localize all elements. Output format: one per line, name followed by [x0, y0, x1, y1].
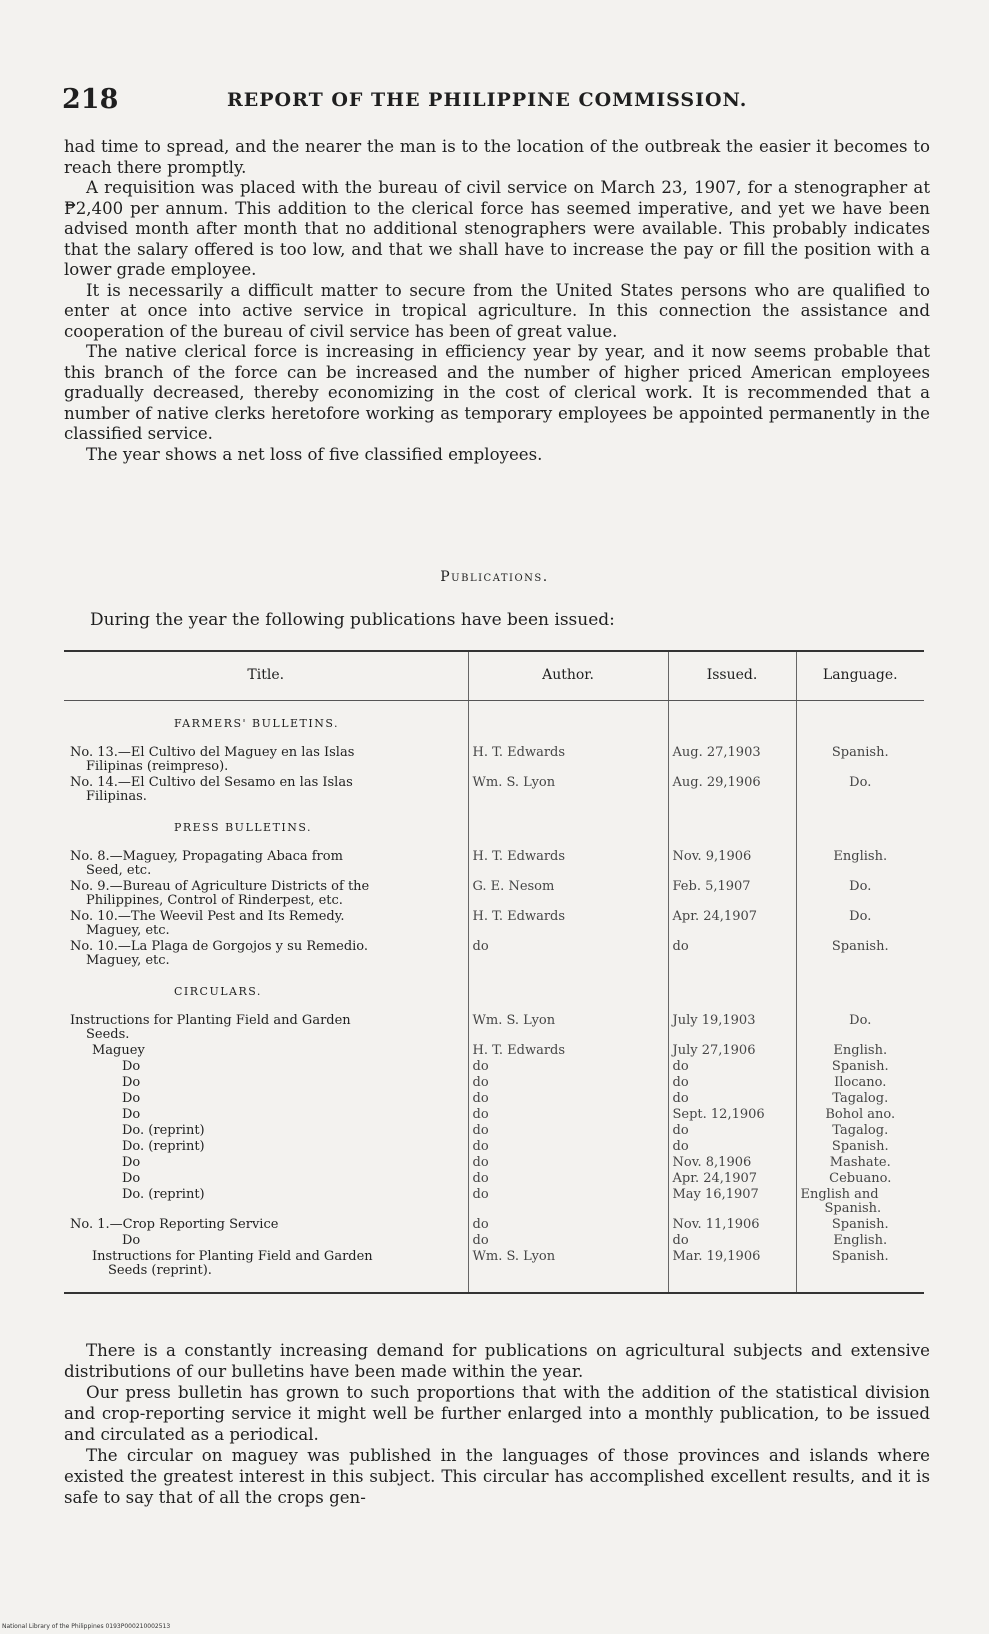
publication-language: Mashate. [829, 1155, 891, 1170]
publication-issued: May 16,1907 [668, 1187, 796, 1217]
group-heading-row [64, 805, 924, 849]
publications-table [64, 650, 924, 1294]
publication-language: Spanish. [831, 1139, 889, 1154]
publication-title-continued: Maguey, etc. [86, 953, 170, 968]
publication-language-cell [796, 1171, 924, 1187]
empty-cell [668, 805, 796, 849]
publication-title-cell [64, 745, 468, 775]
publication-author: do [468, 1187, 668, 1217]
publication-title-cell [64, 1123, 468, 1139]
publication-language: Tagalog. [832, 1123, 889, 1138]
group-heading: PRESS BULLETINS. [174, 821, 313, 834]
publication-title-cell [64, 1139, 468, 1155]
publication-title-continued: Filipinas (reimpreso). [86, 759, 229, 774]
publication-language: Ilocano. [834, 1075, 887, 1090]
publication-language-cell [796, 1123, 924, 1139]
publication-language: Spanish. [831, 745, 889, 760]
publication-language-cell [796, 1217, 924, 1233]
publication-title-cell [64, 1107, 468, 1123]
publication-author: G. E. Nesom [468, 879, 668, 909]
publication-title: Do. (reprint) [122, 1139, 205, 1154]
publication-author: Wm. S. Lyon [468, 775, 668, 805]
publication-title-cell [64, 1059, 468, 1075]
empty-cell [796, 701, 924, 746]
body-paragraphs [64, 137, 930, 465]
publication-language: Spanish. [831, 1249, 889, 1264]
publication-issued: Apr. 24,1907 [668, 1171, 796, 1187]
publication-language: Tagalog. [832, 1091, 889, 1106]
table-row [64, 1123, 924, 1139]
table-row [64, 1155, 924, 1171]
publication-title-continued: Seed, etc. [86, 863, 152, 878]
column-header-author: Author. [468, 651, 668, 701]
publication-title: Do [122, 1059, 141, 1074]
table-row [64, 775, 924, 805]
table-row [64, 1075, 924, 1091]
publication-author: do [468, 1123, 668, 1139]
publication-language: English and [800, 1187, 879, 1202]
publication-issued: Nov. 11,1906 [668, 1217, 796, 1233]
publication-title: No. 10.—La Plaga de Gorgojos y su Remedio. [70, 939, 369, 954]
publication-title-cell [64, 1171, 468, 1187]
running-head: REPORT OF THE PHILIPPINE COMMISSION. [227, 89, 748, 111]
publication-language-cell [796, 1107, 924, 1123]
publication-author: do [468, 1091, 668, 1107]
table-row [64, 1107, 924, 1123]
publication-author: do [468, 1155, 668, 1171]
publication-title-continued: Maguey, etc. [86, 923, 170, 938]
publication-issued: Aug. 27,1903 [668, 745, 796, 775]
table-row [64, 1249, 924, 1293]
table-row [64, 1217, 924, 1233]
paragraph: There is a constantly increasing demand for publications on agricultural subjects and extensive distributions of our bulletins have been made within the year. [64, 1341, 930, 1381]
publication-title-continued: Seeds. [86, 1027, 130, 1042]
publication-language: English. [833, 849, 888, 864]
publication-language: Spanish. [831, 939, 889, 954]
publication-issued: do [668, 1139, 796, 1155]
table-row [64, 1139, 924, 1155]
publication-issued: Sept. 12,1906 [668, 1107, 796, 1123]
publication-language: Spanish. [831, 1217, 889, 1232]
page-number: 218 [62, 84, 119, 115]
group-heading-row [64, 701, 924, 746]
publication-title-cell [64, 879, 468, 909]
group-heading: FARMERS' BULLETINS. [174, 717, 339, 730]
table-row [64, 1233, 924, 1249]
table-row [64, 745, 924, 775]
publication-language-cell [796, 1091, 924, 1107]
paragraph: The native clerical force is increasing in efficiency year by year, and it now seems probable that this branch of the force can be increased and the number of higher priced American employees gradually decreased, thereby economizing in the cost of clerical work. It is recommended that a number of native clerks heretofore working as temporary employees be appointed permanently in the classified service. [64, 342, 930, 443]
table-header-row [64, 651, 924, 701]
publication-issued: Nov. 9,1906 [668, 849, 796, 879]
table-row [64, 1043, 924, 1059]
publication-language: Do. [849, 1013, 872, 1028]
publication-issued: July 27,1906 [668, 1043, 796, 1059]
publication-language-cell [796, 775, 924, 805]
publication-title: No. 10.—The Weevil Pest and Its Remedy. [70, 909, 345, 924]
publication-language-cell [796, 1187, 924, 1217]
publication-title: Do. (reprint) [122, 1123, 205, 1138]
publication-author: do [468, 1171, 668, 1187]
publication-language: Do. [849, 879, 872, 894]
publication-language-cell [796, 1075, 924, 1091]
publication-title-continued: Seeds (reprint). [108, 1263, 212, 1278]
empty-cell [468, 805, 668, 849]
publication-issued: do [668, 939, 796, 969]
table-row [64, 879, 924, 909]
publication-title: Do. (reprint) [122, 1187, 205, 1202]
section-title: Publications. [440, 569, 549, 585]
publication-title: Do [122, 1171, 141, 1186]
publication-language-cell [796, 1155, 924, 1171]
publication-title-cell [64, 1217, 468, 1233]
publication-language-cell [796, 745, 924, 775]
paragraph: A requisition was placed with the bureau of civil service on March 23, 1907, for a stenographer at ₱2,400 per annum. This addition to the clerical force has seemed imperative, and yet we have been advised month after month that no additional stenographers were available. This probably indicates that the salary offered is too low, and that we shall have to increase the pay or fill the position with a lower grade employee. [64, 178, 930, 279]
table-row [64, 939, 924, 969]
empty-cell [468, 701, 668, 746]
publication-author: do [468, 1059, 668, 1075]
publication-title-cell [64, 849, 468, 879]
publication-issued: do [668, 1075, 796, 1091]
scan-credit: National Library of the Philippines 0193P000210002513 [2, 1623, 171, 1630]
publication-language-cell [796, 1043, 924, 1059]
publication-language-continued: Spanish. [824, 1201, 882, 1216]
column-header-issued: Issued. [668, 651, 796, 701]
publication-language: Cebuano. [829, 1171, 892, 1186]
publication-issued: do [668, 1059, 796, 1075]
publication-issued: Apr. 24,1907 [668, 909, 796, 939]
publication-title-cell [64, 1233, 468, 1249]
publication-author: H. T. Edwards [468, 745, 668, 775]
publication-language-cell [796, 1139, 924, 1155]
publication-title: Do [122, 1107, 141, 1122]
table-row [64, 1171, 924, 1187]
publication-title: Do [122, 1155, 141, 1170]
table-row [64, 909, 924, 939]
publication-title: No. 14.—El Cultivo del Sesamo en las Islas [70, 775, 353, 790]
table-row [64, 849, 924, 879]
publication-title-continued: Philippines, Control of Rinderpest, etc. [86, 893, 343, 908]
publication-author: Wm. S. Lyon [468, 1249, 668, 1293]
publication-title: No. 1.—Crop Reporting Service [70, 1217, 279, 1232]
publication-title-cell [64, 1187, 468, 1217]
publication-issued: do [668, 1123, 796, 1139]
publication-author: do [468, 1217, 668, 1233]
publication-language-cell [796, 879, 924, 909]
publication-issued: Nov. 8,1906 [668, 1155, 796, 1171]
publication-title: Do [122, 1075, 141, 1090]
publication-language: English. [833, 1043, 888, 1058]
publication-author: Wm. S. Lyon [468, 1013, 668, 1043]
paragraph: The circular on maguey was published in the languages of those provinces and islands where existed the greatest interest in this subject. This circular has accomplished excellent results, and it is safe to say that of all the crops gen- [64, 1446, 930, 1507]
publication-title-cell [64, 1043, 468, 1059]
paragraph: The year shows a net loss of five classified employees. [86, 444, 543, 464]
publication-title-cell [64, 1013, 468, 1043]
publication-title-continued: Filipinas. [86, 789, 147, 804]
publication-issued: Mar. 19,1906 [668, 1249, 796, 1293]
empty-cell [468, 969, 668, 1013]
publication-author: do [468, 1075, 668, 1091]
publications-table-wrap [64, 650, 924, 1294]
publication-author: do [468, 939, 668, 969]
publication-language-cell [796, 1013, 924, 1043]
publication-title: Instructions for Planting Field and Garden [92, 1249, 373, 1264]
publication-title-cell [64, 775, 468, 805]
publication-language-cell [796, 1233, 924, 1249]
publication-language: English. [833, 1233, 888, 1248]
publication-title: No. 13.—El Cultivo del Maguey en las Islas [70, 745, 355, 760]
column-header-title: Title. [64, 651, 468, 701]
publication-title: Do [122, 1091, 141, 1106]
publication-language-cell [796, 1059, 924, 1075]
publication-issued: Aug. 29,1906 [668, 775, 796, 805]
publication-language-cell [796, 849, 924, 879]
paragraph: It is necessarily a difficult matter to secure from the United States persons who are qualified to enter at once into active service in tropical agriculture. In this connection the assistance and cooperation of the bureau of civil service has been of great value. [64, 280, 930, 341]
publication-title: No. 9.—Bureau of Agriculture Districts of the [70, 879, 370, 894]
publication-title-cell [64, 909, 468, 939]
table-row [64, 1187, 924, 1217]
publication-author: do [468, 1233, 668, 1249]
publication-title-cell [64, 1091, 468, 1107]
publication-author: H. T. Edwards [468, 1043, 668, 1059]
publication-title-cell [64, 1155, 468, 1171]
table-row [64, 1091, 924, 1107]
publication-author: do [468, 1107, 668, 1123]
publication-title: No. 8.—Maguey, Propagating Abaca from [70, 849, 343, 864]
table-intro: During the year the following publications have been issued: [90, 610, 615, 630]
publication-language: Spanish. [831, 1059, 889, 1074]
publication-title: Maguey [92, 1043, 145, 1058]
publication-issued: Feb. 5,1907 [668, 879, 796, 909]
publication-author: H. T. Edwards [468, 849, 668, 879]
publication-issued: July 19,1903 [668, 1013, 796, 1043]
publication-language: Do. [849, 775, 872, 790]
empty-cell [668, 969, 796, 1013]
publication-author: do [468, 1139, 668, 1155]
table-body [64, 701, 924, 1294]
publication-language-cell [796, 939, 924, 969]
publication-language-cell [796, 1249, 924, 1293]
publication-title-cell [64, 939, 468, 969]
paragraph: Our press bulletin has grown to such proportions that with the addition of the statistical division and crop-reporting service it might well be further enlarged into a monthly publication, to be issued and circulated as a periodical. [64, 1383, 930, 1444]
publication-language: Do. [849, 909, 872, 924]
empty-cell [796, 969, 924, 1013]
empty-cell [668, 701, 796, 746]
publication-title: Instructions for Planting Field and Garden [70, 1013, 351, 1028]
publication-language-cell [796, 909, 924, 939]
publication-issued: do [668, 1091, 796, 1107]
publication-title: Do [122, 1233, 141, 1248]
paragraph: had time to spread, and the nearer the man is to the location of the outbreak the easier it becomes to reach there promptly. [64, 137, 930, 177]
table-row [64, 1059, 924, 1075]
column-header-language: Language. [796, 651, 924, 701]
group-heading: CIRCULARS. [174, 985, 262, 998]
publication-title-cell [64, 1249, 468, 1293]
publication-issued: do [668, 1233, 796, 1249]
group-heading-row [64, 969, 924, 1013]
publication-author: H. T. Edwards [468, 909, 668, 939]
publication-title-cell [64, 1075, 468, 1091]
closing-paragraphs [64, 1340, 930, 1508]
table-row [64, 1013, 924, 1043]
page-header [62, 84, 942, 120]
empty-cell [796, 805, 924, 849]
publication-language: Bohol ano. [825, 1107, 896, 1122]
